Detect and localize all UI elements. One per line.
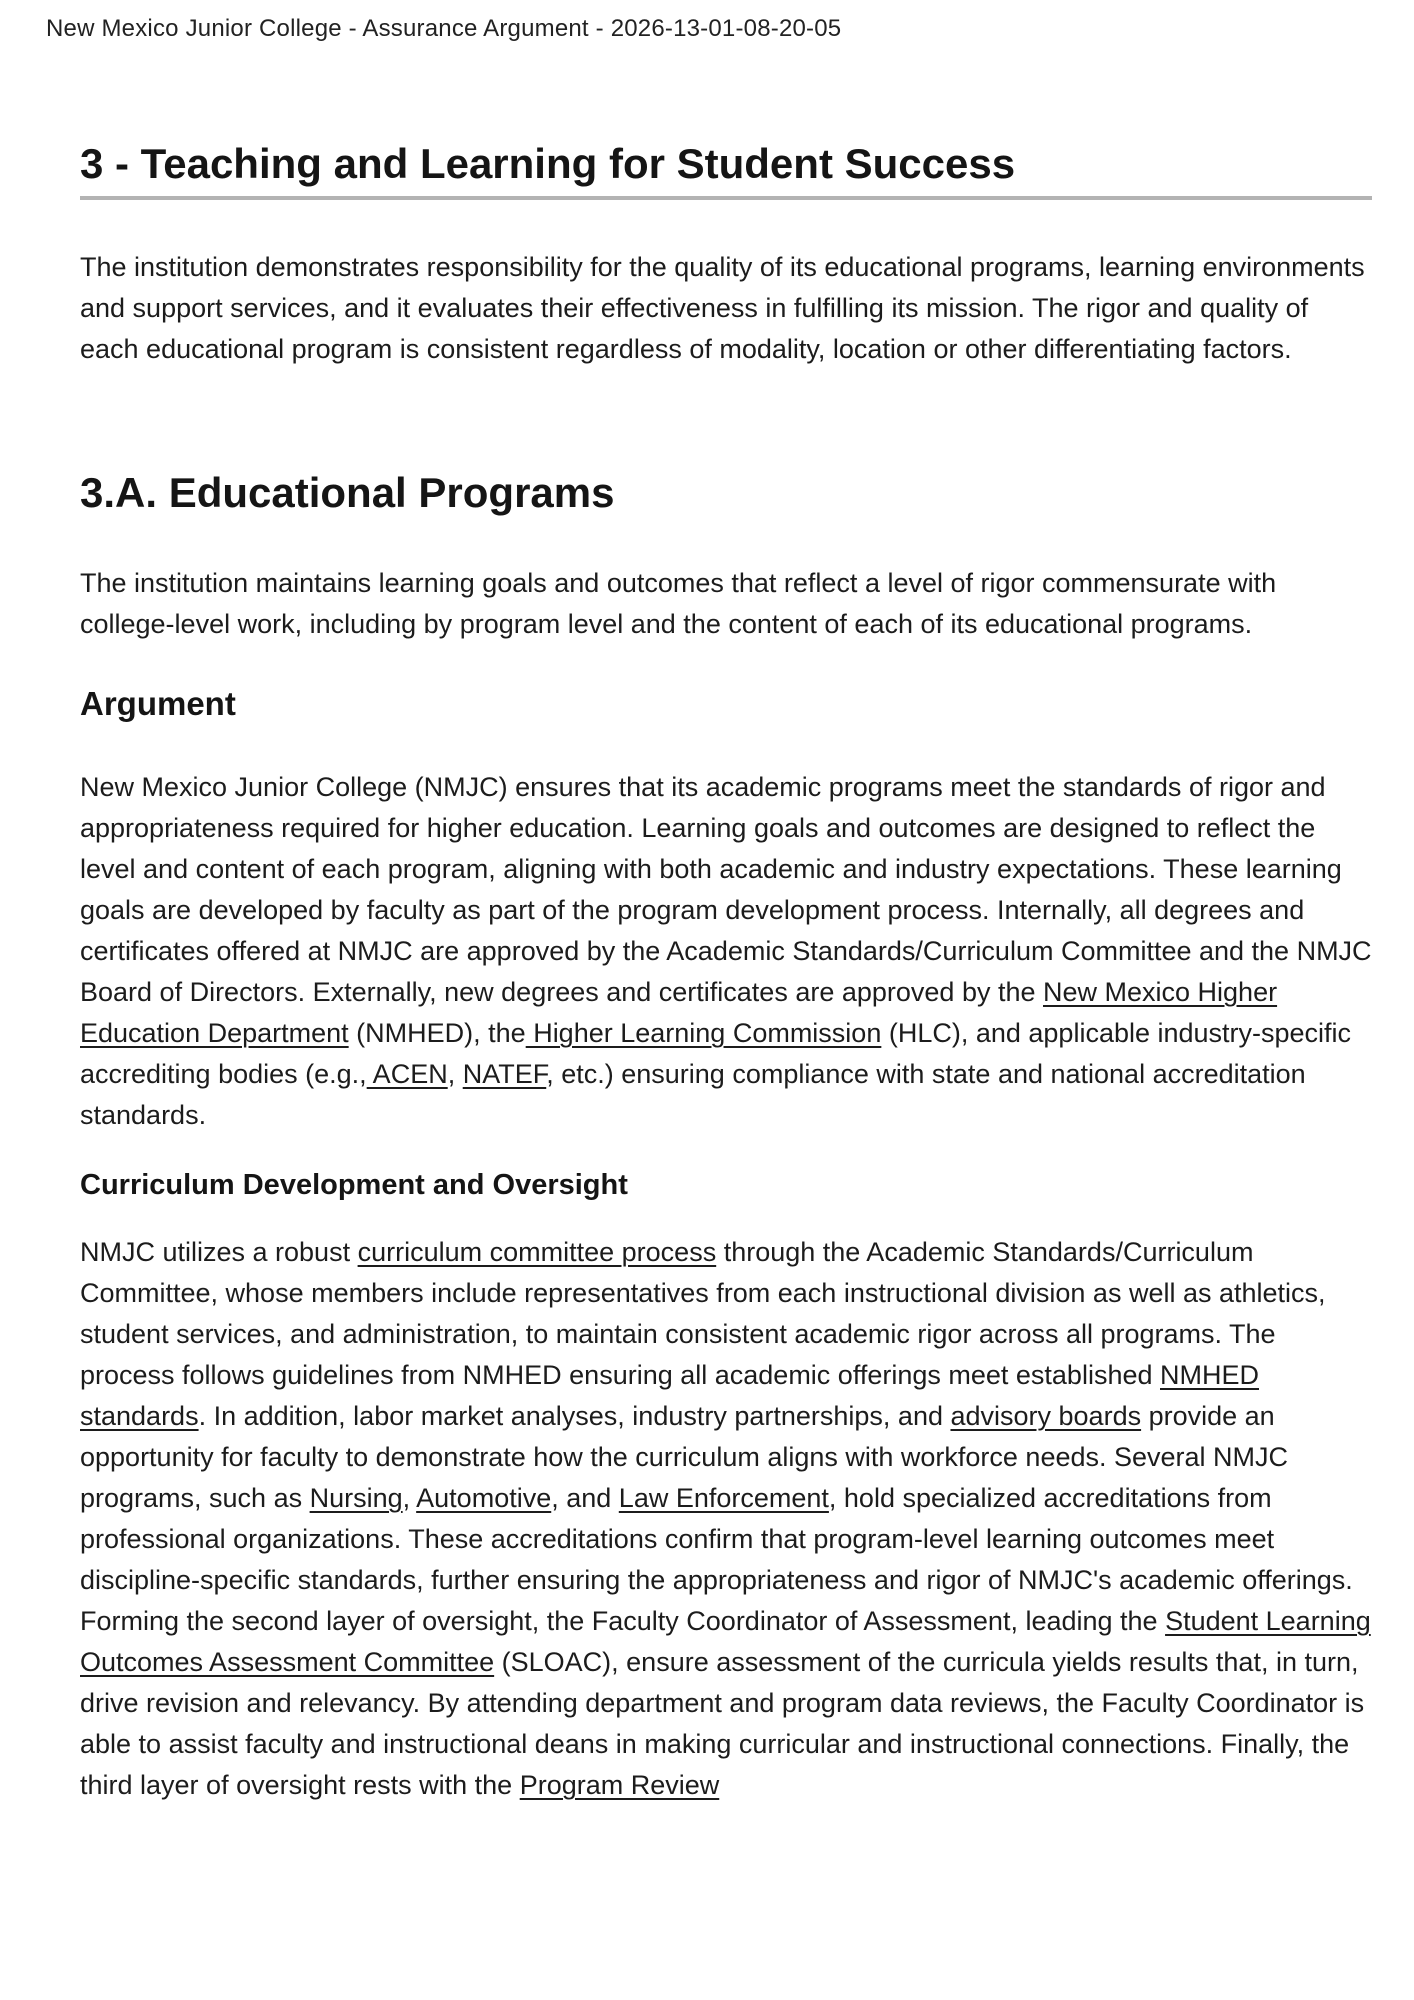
text-segment: , hold specialized accreditations from professional organizations. These accreditations confirm that program-level learning outcomes meet discipline-specific standards, further ensuring the appropriateness and rigor of NMJC's academic offerings. Forming the second layer of oversight, the Faculty Coordinator of Assessment, leading the: [80, 1483, 1353, 1636]
link-higher-learning-commission[interactable]: Higher Learning Commission: [525, 1018, 882, 1048]
link-automotive[interactable]: Automotive: [416, 1483, 552, 1513]
link-acen[interactable]: ACEN: [366, 1059, 448, 1089]
link-nursing[interactable]: Nursing: [309, 1483, 403, 1513]
curriculum-oversight-heading: Curriculum Development and Oversight: [80, 1169, 628, 1201]
link-advisory-boards[interactable]: advisory boards: [950, 1401, 1142, 1431]
link-new-mexico-higher-education-department[interactable]: New Mexico Higher Education Department: [80, 977, 1278, 1048]
text-segment: (HLC), and applicable industry-specific accrediting bodies (e.g.,: [80, 1018, 1352, 1089]
text-segment: . In addition, labor market analyses, industry partnerships, and: [198, 1401, 951, 1431]
criterion-intro-paragraph: The institution demonstrates responsibility for the quality of its educational programs, learning environments and support services, and it evaluates their effectiveness in fulfilling its mission. The rigor and quality of each educational program is consistent regardless of modality, location or other differentiating factors.: [80, 252, 1365, 364]
link-natef[interactable]: NATEF: [462, 1059, 547, 1089]
document-content: [80, 140, 1372, 1806]
link-law-enforcement[interactable]: Law Enforcement: [618, 1483, 829, 1513]
curriculum-oversight-paragraph: [80, 1232, 1372, 1806]
link-curriculum-committee-process[interactable]: curriculum committee process: [357, 1237, 717, 1267]
core-component-title: 3.A. Educational Programs: [80, 469, 615, 516]
text-segment: New Mexico Junior College (NMJC) ensures that its academic programs meet the standards of rigor and appropriateness required for higher education. Learning goals and outcomes are designed to reflect the level and content of each program, aligning with both academic and industry expectations. These learning goals are developed by faculty as part of the program development process. Internally, all degrees and certificates offered at NMJC are approved by the Academic Standards/Curriculum Committee and the NMJC Board of Directors. Externally, new degrees and certificates are approved by the: [80, 772, 1372, 1007]
text-segment: (SLOAC), ensure assessment of the curricula yields results that, in turn, drive revision and relevancy. By attending department and program data reviews, the Faculty Coordinator is able to assist faculty and instructional deans in making curricular and instructional connections. Finally, the third layer of oversight rests with the: [80, 1647, 1365, 1800]
text-segment: NMJC utilizes a robust: [80, 1237, 358, 1267]
text-segment: provide an opportunity for faculty to demonstrate how the curriculum aligns with workforce needs. Several NMJC programs, such as: [80, 1401, 1289, 1513]
text-segment: , and: [551, 1483, 619, 1513]
criterion-title: 3 - Teaching and Learning for Student Success: [80, 140, 1372, 200]
text-segment: , etc.) ensuring compliance with state and national accreditation standards.: [80, 1059, 1306, 1130]
core-component-intro-paragraph: The institution maintains learning goals and outcomes that reflect a level of rigor commensurate with college-level work, including by program level and the content of each of its educational programs.: [80, 568, 1277, 639]
text-segment: ,: [402, 1483, 417, 1513]
link-program-review[interactable]: Program Review: [519, 1770, 720, 1800]
text-segment: through the Academic Standards/Curriculum Committee, whose members include representatives from each instructional division as well as athletics, student services, and administration, to maintain consistent academic rigor across all programs. The process follows guidelines from NMHED ensuring all academic offerings meet established: [80, 1237, 1326, 1390]
link-student-learning-outcomes-assessment-committee[interactable]: Student Learning Outcomes Assessment Committee: [80, 1606, 1371, 1677]
running-header: New Mexico Junior College - Assurance Argument - 2026-13-01-08-20-05: [46, 15, 842, 42]
argument-heading: Argument: [80, 685, 236, 722]
text-segment: ,: [447, 1059, 463, 1089]
argument-paragraph: [80, 767, 1372, 1136]
link-nmhed-standards[interactable]: NMHED standards: [80, 1360, 1259, 1431]
text-segment: (NMHED), the: [348, 1018, 526, 1048]
